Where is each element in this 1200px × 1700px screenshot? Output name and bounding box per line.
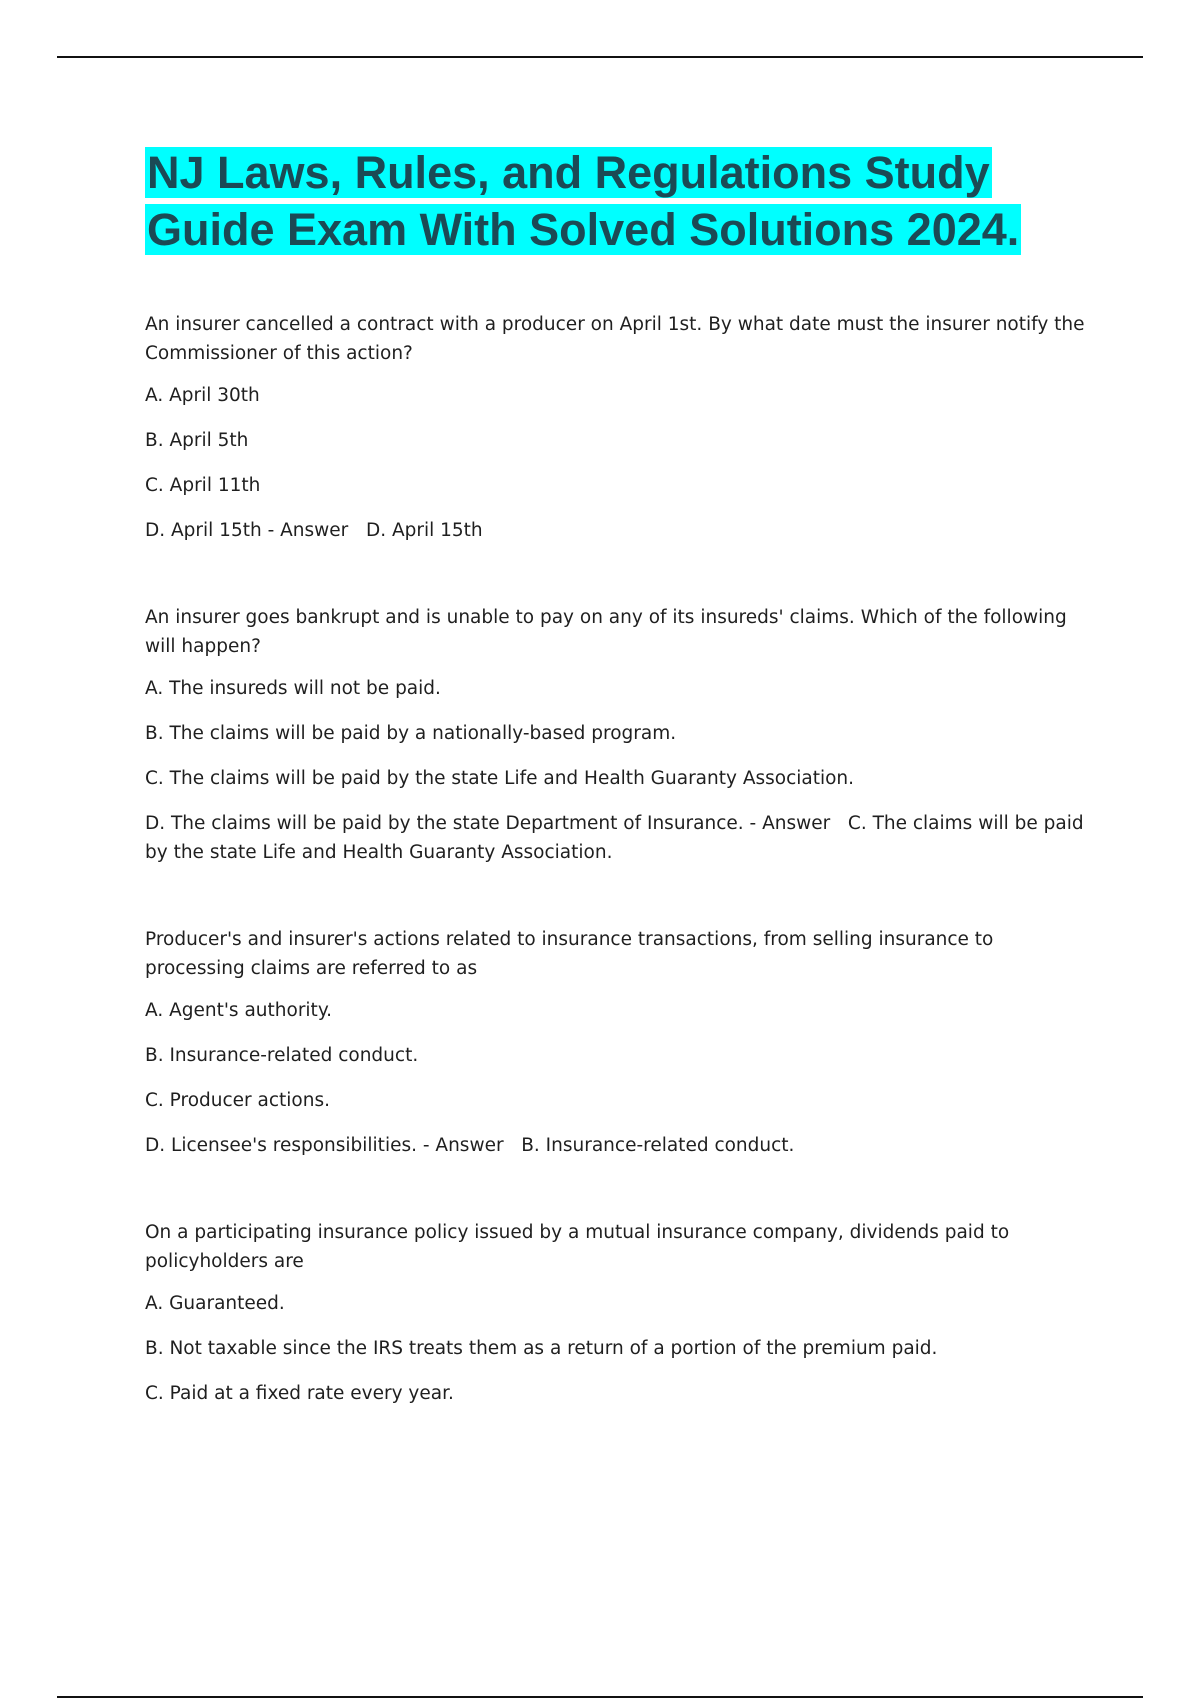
answer-label: - Answer — [749, 813, 831, 834]
option-b: B. The claims will be paid by a nationally-based program. — [145, 723, 677, 744]
option-c: C. Producer actions. — [145, 1090, 330, 1111]
bottom-rule — [57, 1696, 1143, 1698]
option-c: C. The claims will be paid by the state Life and Health Guaranty Association. — [145, 768, 855, 789]
question-text: On a participating insurance policy issued by a mutual insurance company, dividends paid to policyholders are — [145, 1222, 1010, 1272]
question-text: An insurer goes bankrupt and is unable to pay on any of its insureds' claims. Which of the following will happen? — [145, 607, 1067, 657]
answer-label: - Answer — [422, 1135, 504, 1156]
option-d: D. April 15th — [145, 520, 262, 541]
question-block — [145, 603, 1085, 867]
document-title-text: NJ Laws, Rules, and Regulations Study Guide Exam With Solved Solutions 2024. — [147, 147, 1020, 255]
document-title — [145, 144, 1085, 258]
option-b: B. Insurance-related conduct. — [145, 1045, 419, 1066]
question-text: An insurer cancelled a contract with a producer on April 1st. By what date must the insurer notify the Commissioner of this action? — [145, 314, 1085, 364]
answer-label: - Answer — [267, 520, 349, 541]
option-a: A. The insureds will not be paid. — [145, 678, 441, 699]
question-block — [145, 310, 1085, 545]
top-rule — [57, 56, 1143, 58]
answer-text: D. April 15th — [365, 520, 483, 541]
question-text: Producer's and insurer's actions related to insurance transactions, from selling insurance to processing claims are referred to as — [145, 929, 994, 979]
option-d-with-answer — [145, 1131, 1085, 1160]
question-block — [145, 1218, 1085, 1408]
option-c: C. Paid at a fixed rate every year. — [145, 1383, 454, 1404]
option-d-with-answer — [145, 516, 1085, 545]
option-a: A. April 30th — [145, 385, 260, 406]
answer-text: B. Insurance-related conduct. — [521, 1135, 795, 1156]
document-body — [145, 144, 1085, 1466]
option-c: C. April 11th — [145, 475, 261, 496]
option-d: D. The claims will be paid by the state Department of Insurance. — [145, 813, 744, 834]
option-d-with-answer — [145, 809, 1085, 867]
answer-text: C. The claims will be paid by the state Life and Health Guaranty Association. — [145, 813, 1084, 863]
option-a: A. Guaranteed. — [145, 1293, 285, 1314]
option-a: A. Agent's authority. — [145, 1000, 333, 1021]
option-b: B. Not taxable since the IRS treats them as a return of a portion of the premium paid. — [145, 1338, 938, 1359]
option-d: D. Licensee's responsibilities. — [145, 1135, 417, 1156]
question-block — [145, 925, 1085, 1160]
option-b: B. April 5th — [145, 430, 249, 451]
